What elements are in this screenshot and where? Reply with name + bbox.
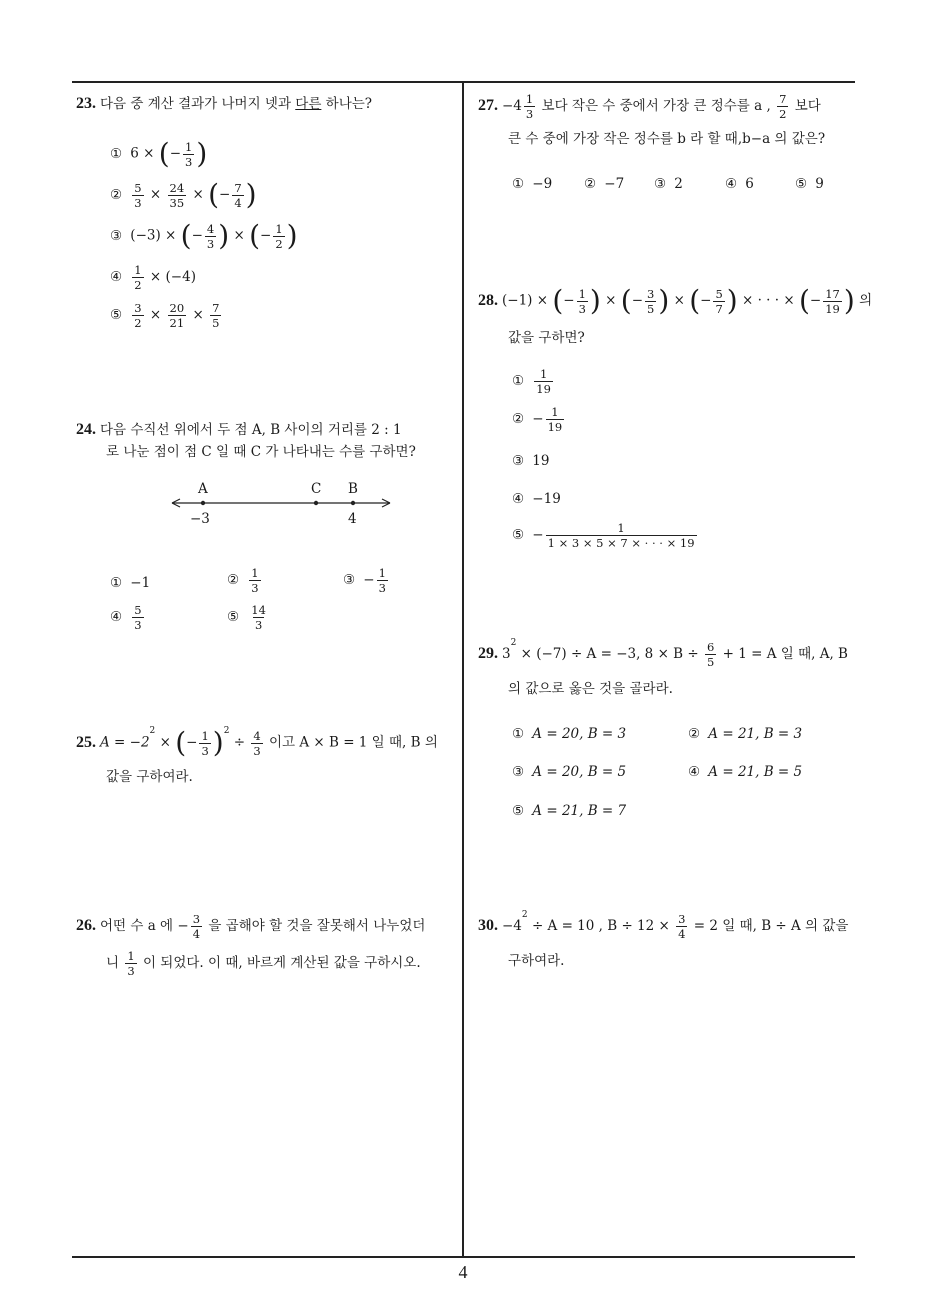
question-28-line2: 값을 구하면? [508,330,585,346]
choice-2: ② −7 [584,176,625,192]
question-number: 25. [76,733,96,751]
choice-1: ① −9 [512,176,553,192]
choice-3: ③ 2 [654,176,683,192]
choice-4: ④ A = 21, B = 5 [688,764,803,780]
question-text-line2: 로 나눈 점이 점 C 일 때 C 가 나타내는 수를 구하면? [106,444,416,460]
choice-3: ③ (−3) × (− $\frac{4}{3}$ ) × (− $\frac{1}{2}$ ) [110,219,298,252]
question-number: 29. [478,645,498,662]
choice-5: ⑤ − $\frac{1}{1 \times 3 \times 5 \times 7 \times \cdot \cdot \cdot \times 19}$ [512,521,695,550]
choice-3: ③ − $\frac{1}{3}$ [343,566,386,595]
question-number: 23. [76,95,96,112]
question-23 [76,93,456,115]
choice-2: ② $\frac{5}{3}$ × $\frac{24}{35}$ × (− $\frac{7}{4}$ ) [110,178,257,211]
question-29: 29. $3^2 \times (-7) \div A = -3$, 8 × B ÷ $\frac{6}{5}$ + 1 = A 일 때, A, B [478,638,848,669]
point-c-dot [314,501,318,505]
question-25-line2: 값을 구하여라. [106,769,193,785]
question-28: 28. (−1) × (− $\frac{1}{3}$ ) × (− $\frac{3}{5}$ ) × (− $\frac{5}{7}$ ) × · · · × (− $\frac{17}{19}$ ) 의 [478,284,873,317]
point-b-dot [351,501,355,505]
tick-label-b: 4 [348,511,357,527]
question-text: 다음 수직선 위에서 두 점 A, B 사이의 거리를 2 : 1 [100,422,402,438]
question-24 [76,419,460,463]
question-30: 30. $-4^2 \div A = 10$ , B ÷ 12 × $\frac{3}{4}$ = 2 일 때, B ÷ A 의 값을 [478,910,849,941]
choice-1: ① 6 × (− $\frac{1}{3}$ ) [110,137,208,170]
question-27: 27. −4 $\frac{1}{3}$ 보다 작은 수 중에서 가장 큰 정수를 a , $\frac{7}{2}$ 보다 [478,92,821,121]
tick-label-a: −3 [190,511,210,527]
choice-2: ② A = 21, B = 3 [688,726,803,742]
choice-4: ④ −19 [512,491,561,507]
choice-5: ⑤ $\frac{3}{2}$ × $\frac{20}{21}$ × $\frac{7}{5}$ [110,301,220,330]
question-number: 26. [76,917,96,934]
choice-5: ⑤ A = 21, B = 7 [512,803,627,819]
choice-5: ⑤ 9 [795,176,824,192]
question-27-line2: 큰 수 중에 가장 작은 정수를 b 라 할 때,b−a 의 값은? [508,131,826,147]
point-c-label: C [311,481,322,497]
choice-1: ① A = 20, B = 3 [512,726,627,742]
question-26-line2: 니 $\frac{1}{3}$ 이 되었다. 이 때, 바르게 계산된 값을 구하시오. [106,949,421,978]
choice-5: ⑤ $\frac{14}{3}$ [227,603,266,632]
question-text: 다음 중 계산 결과가 나머지 넷과 다른 하나는? [100,96,373,112]
top-rule [72,81,855,83]
question-30-line2: 구하여라. [508,953,565,969]
choice-2: ② − $\frac{1}{19}$ [512,405,563,434]
bottom-rule [72,1256,855,1258]
point-a-label: A [198,481,208,497]
choice-2: ② $\frac{1}{3}$ [227,566,259,595]
point-a-dot [201,501,205,505]
column-divider [462,81,464,1257]
question-26: 26. 어떤 수 a 에 − $\frac{3}{4}$ 을 곱해야 할 것을 잘못해서 나누었더 [76,912,426,941]
question-number: 27. [478,97,498,114]
question-29-line2: 의 값으로 옳은 것을 골라라. [508,681,673,697]
question-number: 24. [76,421,96,438]
choice-4: ④ $\frac{5}{3}$ [110,603,142,632]
choice-1: ① −1 [110,575,151,591]
choice-3: ③ A = 20, B = 5 [512,764,627,780]
page-number: 4 [458,1262,468,1282]
choice-4: ④ 6 [725,176,754,192]
point-b-label: B [348,481,358,497]
question-25: 25. $A = -2^2$ × (− $\frac{1}{3}$ )$^2$ ÷ $\frac{4}{3}$ 이고 A × B = 1 일 때, B 의 [76,726,438,759]
choice-4: ④ $\frac{1}{2}$ × (−4) [110,263,196,292]
question-number: 30. [478,917,498,934]
choice-1: ① $\frac{1}{19}$ [512,367,551,396]
choice-3: ③ 19 [512,453,550,469]
question-number: 28. [478,291,498,309]
